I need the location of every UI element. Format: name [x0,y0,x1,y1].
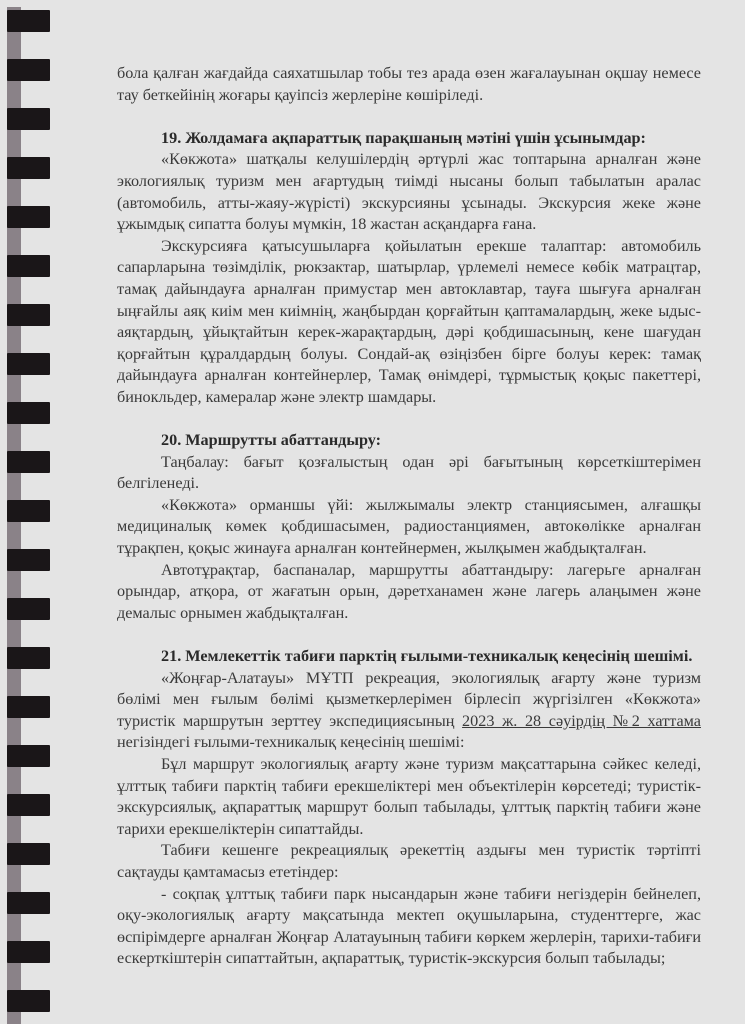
binding-ring [7,451,50,473]
section-21-paragraph: Бұл маршрут экологиялық ағарту және туризм мақсаттарына сәйкес келеді, ұлттық табиғи парктің табиғи ерекшеліктері мен объектілерін көрсетеді; туристік-экскурсиялық, ақпараттық маршрут болып табылады, ұлттық парктің табиғи және тарихи ерекшеліктерін сипаттайды. [117,755,701,838]
binding-ring [7,598,50,620]
section-19-paragraph: «Көкжота» шатқалы келушілердің әртүрлі жас топтарына арналған және экологиялық туризм мен ағартудың тиімді нысаны болып табылатын аралас (автомобиль, атты-жаяу-жүрісті) экскурсияны ұсынады. Экскурсия жеке және ұжымдық сипатта болуы мүмкін, 18 жастан асқандарға ғана. [117,150,701,234]
binding-ring [7,206,50,228]
section-19-heading: 19. Жолдамаға ақпараттық парақшаның мәтіні үшін ұсынымдар: [161,128,646,147]
binding-ring [7,255,50,277]
section-20-paragraph: Автотұрақтар, баспаналар, маршрутты абаттандыру: лагерьге арналған орындар, атқора, от жағатын орын, дәретханамен және лагерь алаңымен және демалыс орнымен жабдықталған. [117,560,701,622]
binding-ring [7,549,50,571]
binding-ring [7,892,50,914]
section-21-decision-paragraph [117,668,701,754]
binding-ring [7,941,50,963]
binding-ring [7,304,50,326]
binding-ring [7,108,50,130]
intro-paragraph: бола қалған жағдайда саяхатшылар тобы тез арада өзен жағалауынан оқшау немесе тау беткейінің жоғары қауіпсіз жерлеріне көшіріледі. [117,64,701,104]
binding-ring [7,10,50,32]
spacer [117,624,701,646]
binding-ring [7,353,50,375]
binding-ring [7,745,50,767]
section-21-paragraph: Табиғи кешенге рекреациялық әрекеттің аздығы мен туристік тәртіпті сақтауды қамтамасыз ететіндер: [117,841,701,881]
section-21-heading: 21. Мемлекеттік табиғи парктің ғылыми-техникалық кеңесінің шешімі. [161,647,693,666]
binding-ring [7,157,50,179]
binding-ring [7,696,50,718]
binding-ring [7,59,50,81]
binding-rings [0,0,60,1024]
section-20-heading: 20. Маршрутты абаттандыру: [161,431,382,450]
decision-text-before: «Жоңғар-Алатауы» МҰТП рекреация, экологиялық ағарту және туризм бөлімі мен ғылым бөлімі қызметкерлерімен бірлесіп жүргізілген «Көкжота» туристік маршрутын зерттеу экспедициясының [117,668,701,730]
section-19-paragraph: Экскурсияға қатысушыларға қойылатын ерекше талаптар: автомобиль сапарларына төзімділік, рюкзактар, шатырлар, үрлемелі немесе көбік матрацтар, тамақ дайындауға арналған примустар мен автоклавтар, тауға шығуға арналған ыңғайлы аяқ киім мен киімнің, жаңбырдан қорғайтын қаптамалардың, жеке ыдыс-аяқтардың, ұйықтайтын керек-жарақтардың, дәрі қобдишасының, кене шағудан қорғайтын құралдардың болуы. Сондай-ақ өзіңізбен бірге болуы керек: тамақ дайындауға арналған контейнерлер, Тамақ өнімдері, тұрмыстық қоқыс пакеттері, бинокльдер, камералар және электр шамдары. [117,236,701,406]
binding-ring [7,990,50,1012]
binding-ring [7,647,50,669]
protocol-reference: 2023 ж. 28 сәуірдің №2 хаттама [462,711,701,730]
spacer [117,106,701,128]
spacer [117,409,701,431]
binding-ring [7,402,50,424]
document-page [117,63,701,970]
binding-ring [7,794,50,816]
decision-text-after: негізіндегі ғылыми-техникалық кеңесінің шешімі: [117,733,465,752]
binding-ring [7,500,50,522]
section-21-list-item: - соқпақ ұлттық табиғи парк нысандарын және табиғи негіздерін бейнелеп, оқу-экологиялық ағарту мақсатында мектеп оқушыларына, студенттерге, жас өспірімдерге арналған Жоңғар Алатауының табиғи көркем жерлерін, тарихи-табиғи ескерткіштерін сипаттайтын, ақпараттық, туристік-экскурсия болып табылады; [117,884,701,968]
binding-ring [7,843,50,865]
section-20-paragraph: Таңбалау: бағыт қозғалыстың одан әрі бағытының көрсеткіштерімен белгіленеді. [117,452,701,493]
section-20-paragraph: «Көкжота» орманшы үйі: жылжымалы электр станциясымен, алғашқы медициналық көмек қобдишасымен, радиостанциямен, автокөлікке арналған тұрақпен, қоқыс жинауға арналған контейнермен, жылқымен жабдықталған. [117,495,701,558]
